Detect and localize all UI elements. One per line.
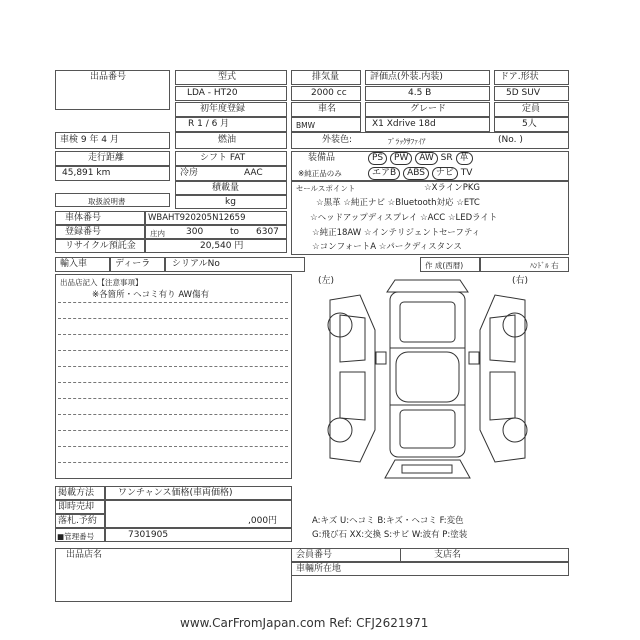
recycle-value: 20,540 円 xyxy=(200,241,244,251)
listing-method-value: ワンチャンス価格(車両価格) xyxy=(118,488,233,498)
capacity-label: 定員 xyxy=(522,104,541,114)
color-no-value: (No. ) xyxy=(498,135,523,145)
serial-label: シリアルNo xyxy=(172,259,220,269)
branch-name-label: 支店名 xyxy=(434,550,462,560)
selling-point-4: ☆純正18AW ☆インテリジェントセーフティ xyxy=(312,228,481,238)
remarks-rule xyxy=(58,302,288,303)
remarks-rule xyxy=(58,382,288,383)
equip-abs: ABS xyxy=(403,167,429,180)
member-no-label: 会員番号 xyxy=(296,550,333,560)
mgmt-no-value: 7301905 xyxy=(128,530,169,540)
location-label: 車輛所在地 xyxy=(296,564,342,574)
reg-value-1: 300 xyxy=(186,227,204,237)
mileage-value: 45,891 km xyxy=(62,168,111,178)
equipment-note: ※純正品のみ xyxy=(298,169,342,178)
left-marker: (左) xyxy=(318,276,335,286)
capacity-value: 5人 xyxy=(522,119,537,129)
doors-value: 5D SUV xyxy=(506,88,540,98)
selling-points-label: セールスポイント xyxy=(296,184,356,193)
equipment-label: 装備品 xyxy=(308,153,336,163)
remarks-rule xyxy=(58,430,288,431)
remarks-rule xyxy=(58,334,288,335)
remarks-rule xyxy=(58,350,288,351)
selling-point-1: ☆XラインPKG xyxy=(424,183,480,193)
remarks-rule xyxy=(58,366,288,367)
price-value: ,000円 xyxy=(248,516,278,526)
store-name-label: 出品店名 xyxy=(66,550,103,560)
equip-airbag: エアB xyxy=(368,167,400,180)
shift-label: シフト FAT xyxy=(200,153,246,163)
equip-ps: PS xyxy=(368,152,387,165)
successful-label: 落札.予約 xyxy=(58,516,97,526)
work-book-label: 作 成(西暦) xyxy=(425,261,464,270)
mileage-label: 走行距離 xyxy=(88,153,125,163)
equip-leather: 革 xyxy=(456,152,473,165)
legend-line-2: G:飛び石 XX:交換 S:サビ W:波有 P:塗装 xyxy=(312,530,468,540)
lot-no-label: 出品番号 xyxy=(90,72,127,82)
remarks-label: 出品店記入【注意事項】 xyxy=(60,278,143,287)
aircon-value: AAC xyxy=(244,168,263,178)
manual-label: 取扱説明書 xyxy=(88,197,126,206)
equipment-row-1 xyxy=(368,152,473,165)
aircon-label: 冷房 xyxy=(180,168,199,178)
reg-value-3: 6307 xyxy=(256,227,279,237)
model-label: 型式 xyxy=(218,72,237,82)
right-marker: (右) xyxy=(512,276,529,286)
remarks-rule xyxy=(58,414,288,415)
first-reg-value: R 1 / 6 月 xyxy=(188,119,230,129)
listing-method-label: 掲載方法 xyxy=(58,488,95,498)
left-label: 左 xyxy=(321,276,331,286)
inner-length-label: 庄内 xyxy=(150,229,165,238)
remarks-line-1: ※各箇所・ヘコミ有り AW傷有 xyxy=(92,290,210,300)
chassis-value: WBAHT920205N12659 xyxy=(148,213,246,223)
selling-point-5: ☆コンフォートA ☆パークディスタンス xyxy=(312,242,462,252)
grade-value: X1 Xdrive 18d xyxy=(372,119,436,129)
maker-label: 車名 xyxy=(318,104,337,114)
remarks-rule xyxy=(58,446,288,447)
equip-tv: TV xyxy=(460,168,473,178)
remarks-rule xyxy=(58,462,288,463)
rating-value: 4.5 B xyxy=(408,88,432,98)
reg-value-2: to xyxy=(230,227,240,237)
recycle-label: リサイクル預託金 xyxy=(65,241,136,251)
remarks-box xyxy=(55,274,292,479)
instant-label: 即時売却 xyxy=(58,502,95,512)
selling-point-2: ☆黒革 ☆純正ナビ ☆Bluetooth対応 ☆ETC xyxy=(316,198,480,208)
equipment-row-2 xyxy=(368,167,472,180)
fuel-label: 燃油 xyxy=(218,135,237,145)
import-label: 輸入車 xyxy=(60,259,88,269)
reg-label: 登録番号 xyxy=(65,227,102,237)
load-label: 積載量 xyxy=(212,183,240,193)
mgmt-no-label: ■管理番号 xyxy=(57,532,95,541)
remarks-rule xyxy=(58,318,288,319)
member-divider xyxy=(400,548,401,562)
dealer-label: ディーラ xyxy=(115,259,151,269)
doors-label: ドア.形状 xyxy=(500,72,539,82)
equip-navi: ナビ xyxy=(432,167,458,180)
right-label: 右 xyxy=(515,276,525,286)
model-value: LDA - HT20 xyxy=(187,88,238,98)
legend-line-1: A:キズ U:ヘコミ B:キズ・ヘコミ F:変色 xyxy=(312,516,464,526)
ext-color-label: 外装色: xyxy=(322,135,353,145)
equip-sr: SR xyxy=(440,153,453,163)
member-row xyxy=(291,548,569,562)
ext-color-value: ﾌﾞﾗｯｸｻﾌｧｲｱ xyxy=(388,137,426,146)
displacement-value: 2000 cc xyxy=(311,88,347,98)
remarks-rule xyxy=(58,398,288,399)
rating-label: 評価点(外装.内装) xyxy=(370,72,443,82)
equip-aw: AW xyxy=(415,152,438,165)
load-value: kg xyxy=(225,197,236,207)
selling-point-3: ☆ヘッドアップディスプレイ ☆ACC ☆LEDライト xyxy=(310,213,498,223)
footer-reference: www.CarFromJapan.com Ref: CFJ2621971 xyxy=(180,616,429,630)
inspection-label: 車検 9 年 4 月 xyxy=(60,135,119,145)
chassis-label: 車体番号 xyxy=(65,213,102,223)
first-reg-label: 初年度登録 xyxy=(200,104,246,114)
handle-label: ﾊﾝﾄﾞﾙ 右 xyxy=(530,261,559,270)
maker-value: BMW xyxy=(296,121,316,130)
equip-pw: PW xyxy=(390,152,412,165)
displacement-label: 排気量 xyxy=(312,72,340,82)
grade-label: グレード xyxy=(410,104,447,114)
